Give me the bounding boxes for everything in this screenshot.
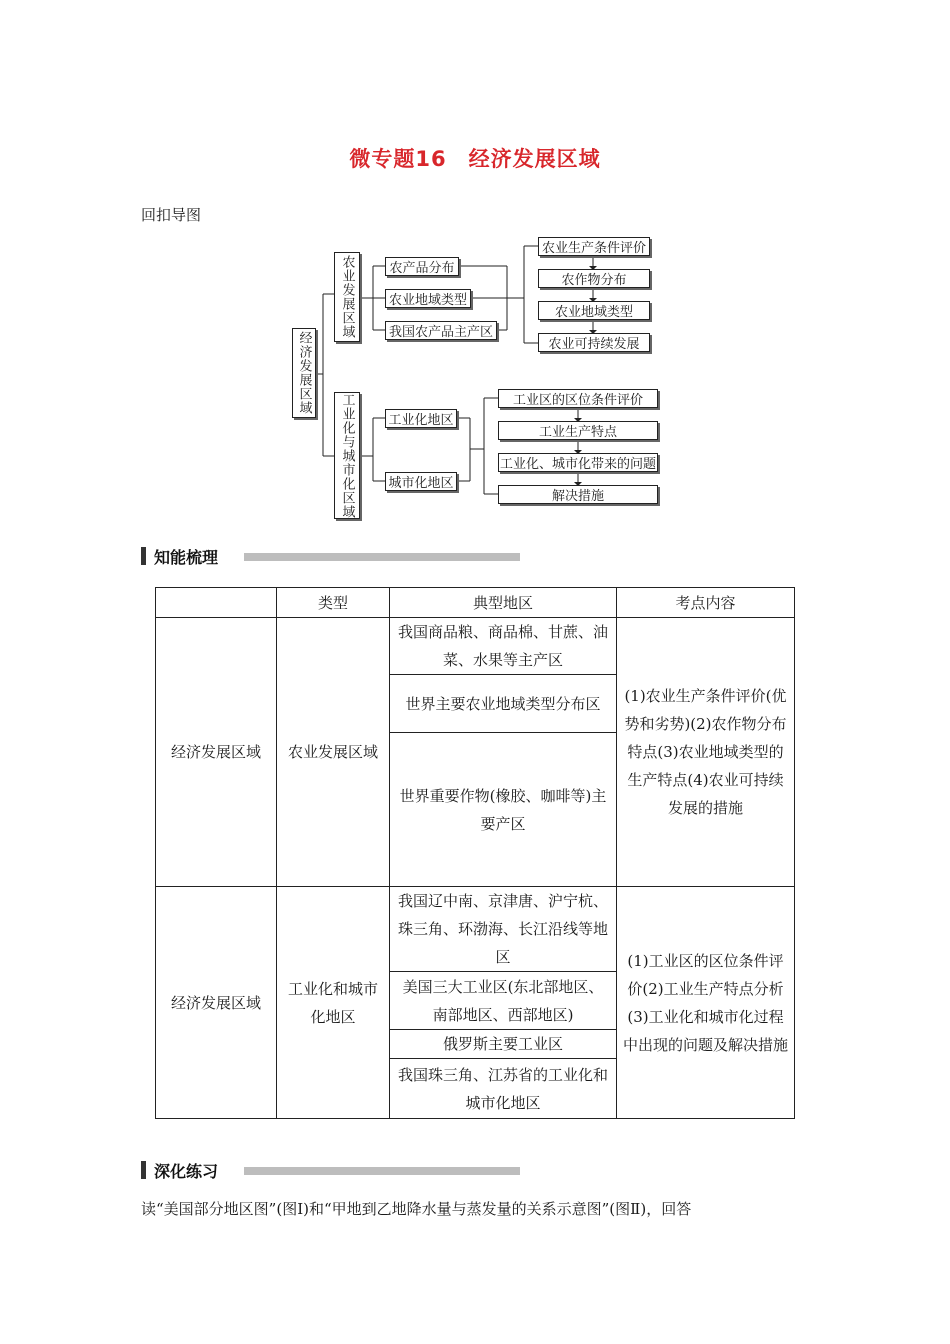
table-cell-region: 美国三大工业区(东北部地区、南部地区、西部地区) <box>390 972 617 1030</box>
table-header: 类型 <box>277 588 390 618</box>
mindmap-agri-right-2: 农作物分布 <box>538 269 650 288</box>
mindmap-ind-right-1: 工业区的区位条件评价 <box>498 389 658 408</box>
section-title: 深化练习 <box>154 1161 219 1181</box>
table-cell-region: 世界重要作物(橡胶、咖啡等)主要产区 <box>390 733 617 887</box>
mindmap-agri-right-3: 农业地域类型 <box>538 301 650 320</box>
mindmap-ind-right-3: 工业化、城市化带来的问题 <box>498 453 658 472</box>
table-cell-region: 世界主要农业地域类型分布区 <box>390 675 617 733</box>
table-row <box>156 887 795 972</box>
section-title: 知能梳理 <box>154 547 219 567</box>
table-cell-region: 我国辽中南、京津唐、沪宁杭、珠三角、环渤海、长江沿线等地区 <box>390 887 617 972</box>
mindmap-ind-right-4: 解决措施 <box>498 485 658 504</box>
table-cell-area: 经济发展区域 <box>156 618 277 887</box>
mindmap-branch-industry: 工业化与城市化区域 <box>334 392 360 519</box>
mindmap-root: 经济发展区域 <box>292 328 316 418</box>
table-cell-region: 我国珠三角、江苏省的工业化和城市化地区 <box>390 1059 617 1119</box>
table-cell-points: (1)农业生产条件评价(优势和劣势)(2)农作物分布特点(3)农业地域类型的生产特点(4)农业可持续发展的措施 <box>617 618 795 887</box>
page-title: 微专题16 经济发展区域 <box>349 147 601 171</box>
mindmap-agri-mid-1: 农产品分布 <box>385 257 459 276</box>
table-cell-type: 农业发展区域 <box>277 618 390 887</box>
table-header-row <box>156 588 795 618</box>
knowledge-table <box>155 587 795 1119</box>
subheading: 回扣导图 <box>141 206 202 224</box>
section-bar <box>141 1161 146 1179</box>
table-header <box>156 588 277 618</box>
section-rule <box>244 553 520 561</box>
section-heading-knowledge <box>141 546 218 566</box>
table-cell-region: 我国商品粮、商品棉、甘蔗、油菜、水果等主产区 <box>390 618 617 675</box>
exercise-paragraph: 读“美国部分地区图”(图Ⅰ)和“甲地到乙地降水量与蒸发量的关系示意图”(图Ⅱ)，回答 <box>141 1200 692 1218</box>
mindmap-agri-mid-3: 我国农产品主产区 <box>385 321 497 340</box>
mindmap-ind-mid-2: 城市化地区 <box>385 472 457 491</box>
mindmap-ind-right-2: 工业生产特点 <box>498 421 658 440</box>
section-heading-practice <box>141 1160 218 1180</box>
table-cell-region: 俄罗斯主要工业区 <box>390 1030 617 1059</box>
mindmap-agri-right-4: 农业可持续发展 <box>538 333 650 352</box>
table-cell-points: (1)工业区的区位条件评价(2)工业生产特点分析(3)工业化和城市化过程中出现的问题及解决措施 <box>617 887 795 1119</box>
section-bar <box>141 547 146 565</box>
mindmap-ind-mid-1: 工业化地区 <box>385 409 457 428</box>
table-cell-type: 工业化和城市化地区 <box>277 887 390 1119</box>
mindmap-branch-agriculture: 农业发展区域 <box>334 252 360 342</box>
section-rule <box>244 1167 520 1175</box>
table-header: 典型地区 <box>390 588 617 618</box>
mindmap-agri-mid-2: 农业地域类型 <box>385 289 471 308</box>
table-cell-area: 经济发展区域 <box>156 887 277 1119</box>
mindmap-agri-right-1: 农业生产条件评价 <box>538 237 650 256</box>
table-header: 考点内容 <box>617 588 795 618</box>
table-row <box>156 618 795 675</box>
